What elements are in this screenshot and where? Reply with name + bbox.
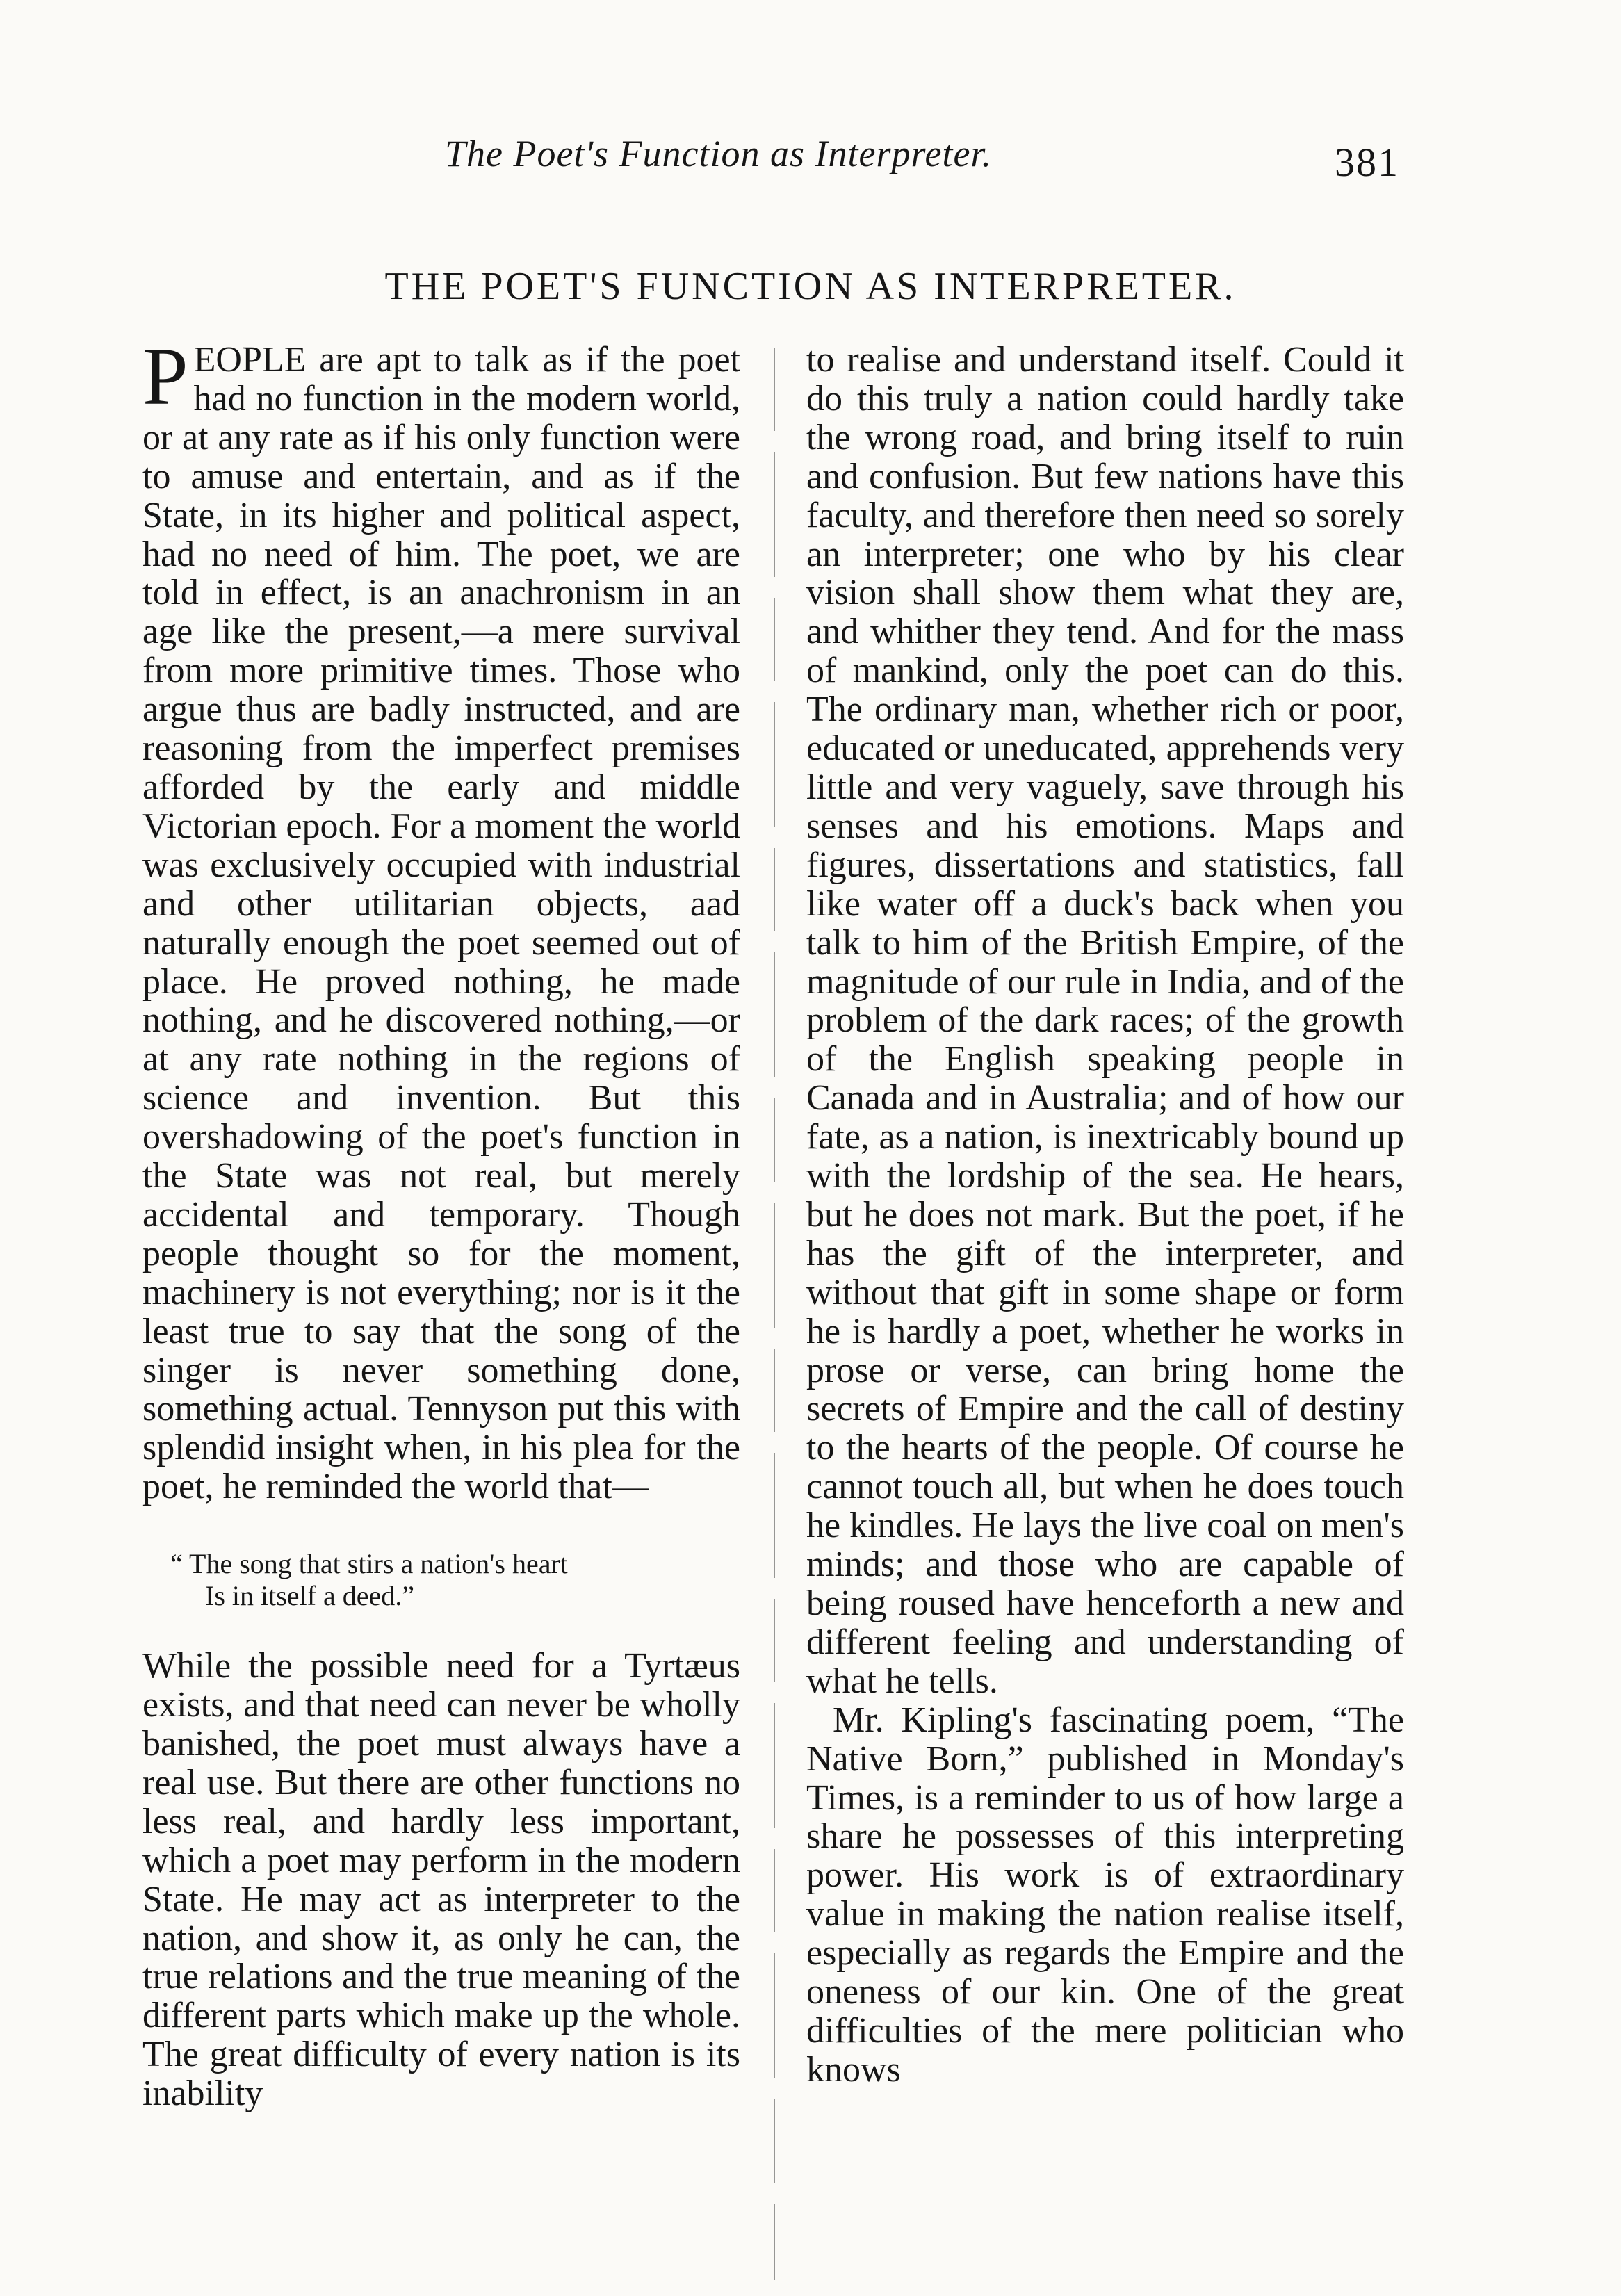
drop-cap: P bbox=[142, 331, 188, 422]
paragraph bbox=[142, 331, 740, 1507]
paragraph-text: EOPLE are apt to talk as if the poet had no function in the modern world, or at any rate as if his only function were to amuse and entertain, and as if the State, in its higher and political aspect, had no need of him. The poet, we are told in effect, is an anachronism in an age like the present,—a mere survival from more primitive times. Those who argue thus are badly instructed, and are reasoning from the imperfect premises afforded by the early and middle Victorian epoch. For a moment the world was exclusively occupied with industrial and other utilitarian objects, aad naturally enough the poet seemed out of place. He proved nothing, he made nothing, and he discovered nothing,—or at any rate nothing in the regions of science and invention. But this overshadowing of the poet's function in the State was not real, but merely accidental and temporary. Though people thought so for the moment, machinery is not everything; nor is it the least true to say that the song of the singer is never something done, something actual. Tennyson put this with splendid insight when, in his plea for the poet, he reminded the world that— bbox=[142, 340, 740, 1507]
verse-quotation bbox=[142, 1548, 740, 1612]
article-title: THE POET'S FUNCTION AS INTERPRETER. bbox=[384, 265, 1237, 308]
paragraph: While the possible need for a Tyrtæus exists, and that need can never be wholly banished, the poet must always have a real use. But there are other functions no less real, and hardly less important, which a poet may perform in the modern State. He may act as interpreter to the nation, and show it, as only he can, the true relations and the true meaning of the different parts which make up the whole. The great difficulty of every nation is its inability bbox=[142, 1646, 740, 2114]
paragraph: to realise and understand itself. Could it do this truly a nation could hardly take the wrong road, and bring itself to ruin and confusion. But few nations have this faculty, and therefore then need so sorely an interpreter; one who by his clear vision shall show them what they are, and whither they tend. And for the mass of mankind, only the poet can do this. The ordinary man, whether rich or poor, educated or uneducated, apprehends very little and very vaguely, save through his senses and his emotions. Maps and figures, dissertations and statistics, fall like water off a duck's back when you talk to him of the British Empire, of the magnitude of our rule in India, and of the problem of the dark races; of the growth of the English speaking people in Canada and in Australia; and of how our fate, as a nation, is inextricably bound up with the lordship of the sea. He hears, but he does not mark. But the poet, if he has the gift of the interpreter, and without that gift in some shape or form he is hardly a poet, whether he works in prose or verse, can bring home the secrets of Empire and the call of destiny to the hearts of the people. Of course he cannot touch all, but when he does touch he kindles. He lays the live coal on men's minds; and those who are capable of being roused have henceforth a new and different feeling and understanding of what he tells. bbox=[806, 340, 1404, 1701]
running-header: The Poet's Function as Interpreter. bbox=[445, 133, 992, 174]
column-divider bbox=[774, 348, 775, 2280]
left-column bbox=[142, 331, 740, 2114]
verse-line: “ The song that stirs a nation's heart bbox=[170, 1548, 568, 1580]
right-column bbox=[806, 341, 1404, 2090]
verse-line: Is in itself a deed.” bbox=[205, 1580, 414, 1612]
page-number: 381 bbox=[1335, 140, 1399, 185]
paragraph: Mr. Kipling's fascinating poem, “The Native Born,” published in Monday's Times, is a reminder to us of how large a share he possesses of this interpreting power. His work is of extraordinary value in making the nation realise itself, especially as regards the Empire and the oneness of our kin. One of the great difficulties of the mere politician who knows bbox=[806, 1700, 1404, 2090]
